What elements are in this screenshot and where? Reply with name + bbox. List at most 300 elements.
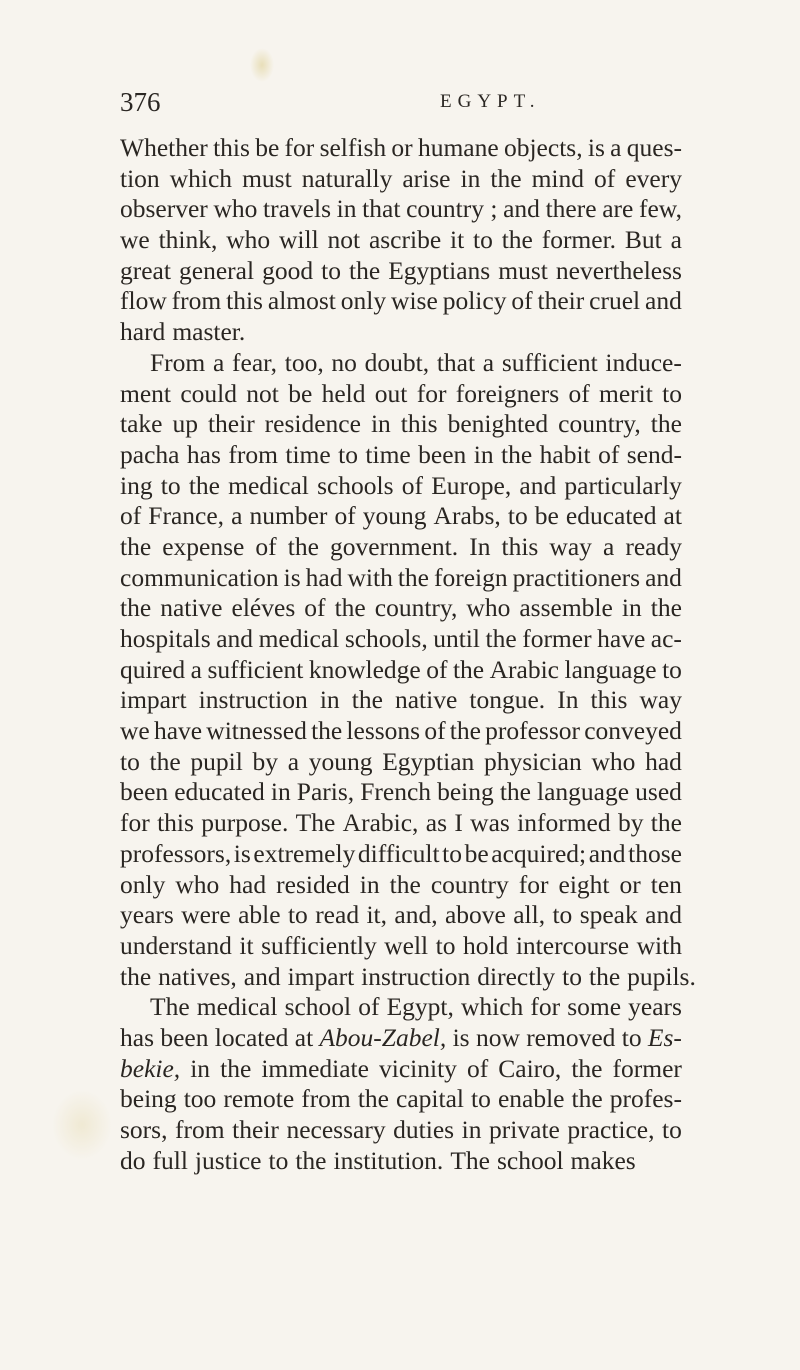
word: to <box>662 1115 682 1144</box>
word: intercourse <box>515 930 630 960</box>
word: it, <box>366 900 387 930</box>
word: Paris, <box>296 777 355 807</box>
word: tion <box>120 163 160 193</box>
word: physician <box>484 746 582 776</box>
text-line <box>120 870 682 901</box>
word: the <box>188 470 220 500</box>
word: think, <box>158 225 218 255</box>
word: being <box>120 1084 177 1114</box>
word: to <box>160 470 181 500</box>
word: are <box>602 194 634 224</box>
word: professors, <box>120 838 232 868</box>
word: language <box>537 777 630 807</box>
word: of <box>598 439 620 469</box>
word: Arabic, <box>342 808 419 838</box>
word: take <box>120 409 163 439</box>
word: could <box>180 378 237 408</box>
text-line <box>120 440 682 471</box>
word: almost <box>267 286 336 316</box>
word: necessary <box>286 1115 386 1144</box>
word: speak <box>579 900 638 930</box>
text-line <box>120 624 682 655</box>
text-line <box>120 133 682 164</box>
word: the <box>588 961 621 991</box>
word: sufficient <box>207 654 304 684</box>
word: to <box>471 1084 491 1114</box>
word: of <box>120 501 142 531</box>
word: capital <box>396 1084 464 1114</box>
word: who <box>591 746 636 776</box>
word: the <box>389 869 421 899</box>
text-line <box>120 716 682 747</box>
word: eléves <box>231 593 296 623</box>
word: be <box>255 133 280 162</box>
word: I <box>454 808 463 838</box>
word: there <box>545 194 597 224</box>
word: former. <box>541 225 617 255</box>
word: The <box>150 992 190 1022</box>
word: some <box>567 992 622 1022</box>
page-number: 376 <box>120 87 161 117</box>
word: from <box>228 439 278 469</box>
word: foreign <box>433 562 508 592</box>
word: But <box>624 225 662 255</box>
word: every <box>625 163 682 193</box>
word: educated <box>174 777 265 807</box>
word: general <box>179 255 255 285</box>
word: induce- <box>605 347 682 377</box>
word: full <box>152 1145 188 1175</box>
word: former <box>522 624 592 653</box>
text-line <box>120 164 682 195</box>
word: only <box>340 286 387 316</box>
word: will <box>278 225 319 255</box>
word: habit <box>539 439 591 469</box>
word: of <box>426 654 448 684</box>
word: by <box>617 808 644 838</box>
word: to <box>435 930 456 960</box>
word: the <box>120 531 152 561</box>
word: time <box>285 439 331 469</box>
word: the <box>490 163 522 193</box>
word: French <box>360 777 432 807</box>
word: who <box>213 194 258 224</box>
word: private <box>489 1115 560 1144</box>
word: bekie, <box>120 1053 181 1083</box>
word: profes- <box>609 1084 682 1114</box>
word: ing <box>120 470 153 500</box>
word: too <box>183 1084 217 1114</box>
word: ques- <box>626 133 682 162</box>
word: the <box>357 1084 389 1114</box>
word: up <box>172 409 198 439</box>
word: flow <box>120 286 167 316</box>
word: selfish <box>319 133 387 162</box>
word: observer <box>120 194 208 224</box>
text-line <box>120 348 682 379</box>
word: for <box>284 133 315 162</box>
word: until <box>433 624 480 653</box>
word: Abou-Zabel, <box>319 1022 447 1052</box>
word: now <box>475 1022 520 1052</box>
word: In <box>557 685 579 715</box>
body-text <box>120 133 696 1176</box>
word: the <box>499 777 531 807</box>
word: sufficient <box>501 347 598 377</box>
word: those <box>628 838 682 868</box>
word: Egyptian <box>382 746 475 776</box>
word: years <box>120 900 174 930</box>
paper-stain <box>52 1090 112 1160</box>
word: ac- <box>650 624 682 653</box>
word: their <box>232 1115 279 1144</box>
word: the <box>571 1084 603 1114</box>
word: in <box>460 163 481 193</box>
word: country <box>430 869 509 899</box>
word: to <box>120 746 140 776</box>
word: to <box>507 501 528 531</box>
word: being <box>437 777 494 807</box>
text-line <box>120 655 682 686</box>
word: have <box>153 716 203 746</box>
word: the <box>120 961 152 991</box>
word: had <box>229 869 267 899</box>
word: to <box>621 1022 642 1052</box>
word: ascribe <box>368 225 442 255</box>
text-line <box>120 225 682 256</box>
word: From <box>150 347 206 377</box>
word: in <box>190 1053 211 1083</box>
text-line <box>120 1054 682 1085</box>
word: the <box>571 1053 603 1083</box>
word: to <box>268 1145 289 1175</box>
word: informed <box>517 808 611 838</box>
word: too, <box>284 347 324 377</box>
word: medical <box>196 992 278 1022</box>
word: to <box>338 439 358 469</box>
word: it <box>450 225 465 255</box>
word: conveyed <box>584 716 682 746</box>
word: been <box>160 1022 209 1052</box>
word: send- <box>626 439 682 469</box>
word: instruction <box>198 685 308 715</box>
word: justice <box>194 1145 262 1175</box>
word: great <box>120 255 171 285</box>
word: educated <box>565 501 657 531</box>
word: of <box>466 1053 489 1083</box>
word: a <box>610 133 622 162</box>
word: has <box>120 1022 154 1052</box>
word: with <box>636 930 682 960</box>
word: Egyptians <box>388 255 491 285</box>
word: and, <box>394 900 438 930</box>
word: this <box>213 133 250 162</box>
word: for <box>530 992 561 1022</box>
text-line <box>120 1084 682 1115</box>
word: sufficiently <box>261 930 377 960</box>
word: in <box>319 685 340 715</box>
word: the <box>120 593 152 623</box>
word: and <box>645 286 682 316</box>
word: The <box>450 1145 490 1175</box>
word: institution. <box>333 1145 444 1175</box>
word: to <box>473 225 493 255</box>
word: we <box>120 716 150 746</box>
word: country, <box>374 593 458 623</box>
word: witnessed <box>206 716 307 746</box>
word: be <box>464 838 489 868</box>
text-line <box>120 286 682 317</box>
word: by <box>252 746 279 776</box>
word: country ; <box>406 194 498 224</box>
text-line <box>120 256 682 287</box>
word: of <box>568 378 590 408</box>
word: school <box>496 1145 564 1175</box>
word: a <box>287 746 300 776</box>
word: hospitals <box>120 624 211 653</box>
word: time <box>365 439 411 469</box>
word: pupil <box>190 746 243 776</box>
text-line <box>120 194 682 225</box>
word: only <box>120 869 166 899</box>
word: nevertheless <box>555 255 682 285</box>
word: Es- <box>647 1022 682 1052</box>
word: is <box>233 838 251 868</box>
word: remote <box>223 1084 295 1114</box>
word: their <box>207 409 255 439</box>
word: which <box>169 163 233 193</box>
word: of <box>255 531 277 561</box>
word: the <box>650 808 682 838</box>
word: practice, <box>567 1115 655 1144</box>
word: the <box>351 685 383 715</box>
word: the <box>501 439 533 469</box>
word: to <box>321 255 341 285</box>
word: directly <box>477 961 556 991</box>
word: and <box>645 900 682 930</box>
paper-stain <box>250 48 274 82</box>
word: must <box>498 255 548 285</box>
word: objects, <box>503 133 583 162</box>
word: of <box>511 286 533 316</box>
word: mind <box>531 163 585 193</box>
word: schools, <box>344 624 428 653</box>
word: way <box>549 531 592 561</box>
text-line <box>120 685 682 716</box>
word: a <box>212 347 225 377</box>
word: France, <box>148 501 225 531</box>
word: as <box>425 808 447 838</box>
word: benighted <box>447 409 549 439</box>
word: the <box>650 409 682 439</box>
word: instruction <box>361 961 471 991</box>
word: a <box>482 347 495 377</box>
word: to <box>662 654 682 684</box>
word: the <box>295 1145 327 1175</box>
word: in <box>473 439 494 469</box>
word: Whether <box>120 133 208 162</box>
word: Arabic <box>489 654 560 684</box>
word: above <box>444 900 506 930</box>
word: the <box>485 624 517 653</box>
word: and <box>588 838 626 868</box>
word: number <box>249 501 328 531</box>
word: the <box>397 562 429 592</box>
text-line <box>120 409 682 440</box>
word: been <box>120 777 169 807</box>
word: pacha <box>120 439 180 469</box>
word: school <box>284 992 352 1022</box>
word: have <box>597 624 646 653</box>
word: this <box>157 808 194 838</box>
word: who <box>226 225 271 255</box>
word: removed <box>526 1022 616 1052</box>
text-line <box>120 379 682 410</box>
word: government. <box>329 531 459 561</box>
word: and <box>645 562 682 592</box>
word: not <box>327 225 361 255</box>
word: no <box>331 347 357 377</box>
word: hold <box>462 930 509 960</box>
word: the <box>334 593 366 623</box>
word: residence <box>264 409 361 439</box>
word: young <box>308 746 373 776</box>
word: had <box>305 562 343 592</box>
word: In <box>469 531 491 561</box>
text-line <box>120 900 682 931</box>
word: of <box>334 501 356 531</box>
word: it <box>239 930 254 960</box>
word: that <box>362 194 401 224</box>
word: wise <box>391 286 438 316</box>
word: naturally <box>301 163 393 193</box>
word: which <box>460 992 524 1022</box>
word: to <box>552 900 573 930</box>
word: who <box>175 869 220 899</box>
text-line <box>120 1146 682 1177</box>
text-line <box>120 808 682 839</box>
word: with <box>347 562 393 592</box>
word: assemble <box>519 593 613 623</box>
word: in <box>621 593 642 623</box>
word: the <box>287 531 319 561</box>
word: all, <box>513 900 546 930</box>
word: few, <box>639 194 682 224</box>
word: or <box>619 869 641 899</box>
word: of <box>304 593 326 623</box>
word: acquired; <box>491 838 587 868</box>
text-line <box>120 1023 682 1054</box>
word: arise <box>402 163 451 193</box>
word: policy <box>442 286 507 316</box>
word: medical <box>228 470 309 500</box>
word: Egypt, <box>386 992 454 1022</box>
word: of <box>401 470 423 500</box>
word: former <box>612 1053 682 1083</box>
word: ten <box>650 869 682 899</box>
word: be <box>288 378 313 408</box>
word: merit <box>599 378 653 408</box>
word: must <box>242 163 292 193</box>
word: the <box>650 593 682 623</box>
word: expense <box>162 531 245 561</box>
word: pupils. <box>627 961 696 991</box>
word: be <box>534 501 559 531</box>
text-line <box>120 501 682 532</box>
word: held <box>321 378 366 408</box>
word: in <box>359 869 380 899</box>
word: and <box>216 624 254 653</box>
word: this <box>226 286 263 316</box>
word: this <box>400 409 438 439</box>
word: impart <box>287 961 355 991</box>
text-line <box>120 931 682 962</box>
word: foreigners <box>455 378 560 408</box>
word: travels <box>263 194 332 224</box>
word: impart <box>120 685 187 715</box>
word: has <box>186 439 221 469</box>
page-header <box>120 82 680 122</box>
running-title: EGYPT. <box>440 91 541 112</box>
word: in <box>270 777 291 807</box>
word: to <box>662 378 682 408</box>
word: tongue. <box>469 685 546 715</box>
word: native <box>394 685 458 715</box>
text-line <box>120 593 682 624</box>
word: located <box>214 1022 289 1052</box>
word: ment <box>120 378 171 408</box>
word: been <box>418 439 467 469</box>
word: the <box>149 746 181 776</box>
word: professor <box>485 716 581 746</box>
word: young <box>362 501 427 531</box>
word: duties <box>393 1115 455 1144</box>
word: to <box>287 900 308 930</box>
word: had <box>645 746 682 776</box>
word: not <box>246 378 279 408</box>
word: purpose. <box>201 808 289 838</box>
word: native <box>160 593 223 623</box>
word: of <box>424 716 446 746</box>
word: natives, <box>158 961 237 991</box>
word: or <box>391 133 413 162</box>
word: practitioners <box>512 562 641 592</box>
word: to <box>442 838 463 868</box>
text-line <box>120 1115 682 1146</box>
word: and <box>503 194 540 224</box>
text-line <box>120 471 682 502</box>
word: from <box>171 286 222 316</box>
word: understand <box>120 930 232 960</box>
word: ready <box>625 531 682 561</box>
word: we <box>120 225 150 255</box>
word: and <box>243 961 281 991</box>
word: was <box>470 808 510 838</box>
text-line <box>120 777 682 808</box>
word: and <box>519 470 557 500</box>
word: the <box>449 716 481 746</box>
word: immediate <box>261 1053 369 1083</box>
word: extremely <box>253 838 356 868</box>
text-line <box>120 839 682 870</box>
word: this <box>590 685 628 715</box>
word: the <box>452 654 485 684</box>
word: in <box>370 409 391 439</box>
word: their <box>537 286 585 316</box>
word: resided <box>276 869 350 899</box>
word: for <box>416 378 447 408</box>
text-line <box>120 961 696 993</box>
